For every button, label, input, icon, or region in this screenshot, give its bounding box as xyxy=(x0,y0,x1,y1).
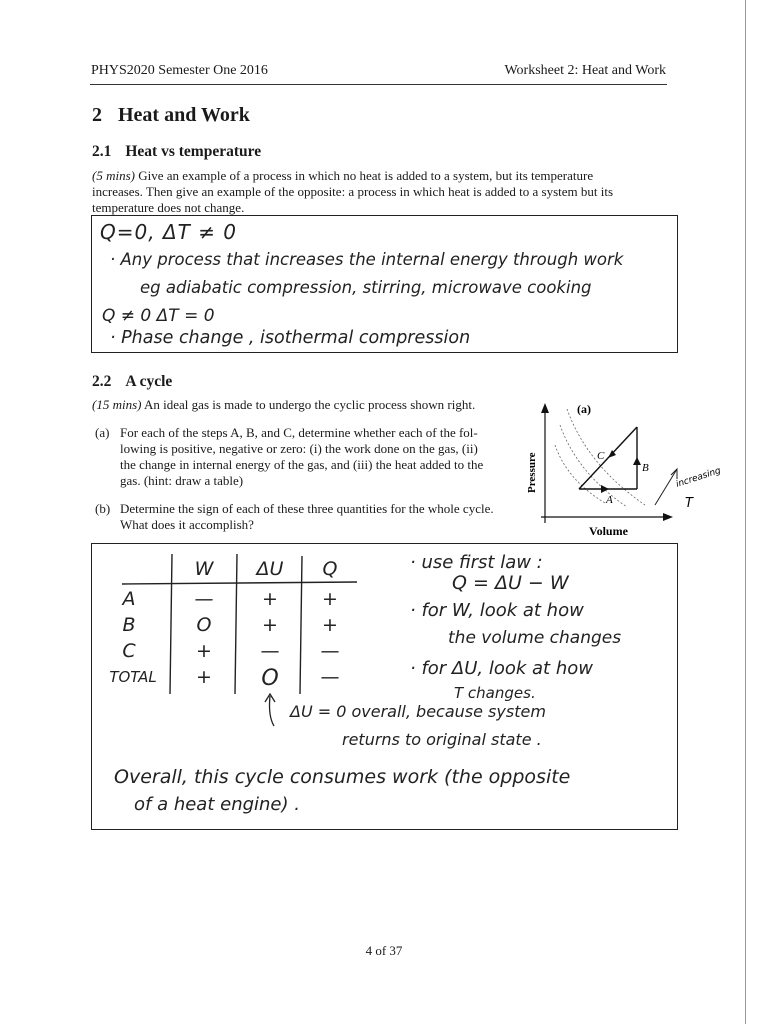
section-heading xyxy=(92,104,250,127)
answer1-line2: · Any process that increases the internal energy through work xyxy=(110,250,624,269)
q2-time: (15 mins) xyxy=(92,397,142,412)
table-a-w: — xyxy=(194,588,214,610)
increasing-note-t: T xyxy=(685,496,693,511)
answer1-line1: Q=0, ΔT ≠ 0 xyxy=(100,220,238,244)
header-divider xyxy=(90,84,667,85)
table-row-label-a: A xyxy=(122,588,136,610)
note-first-law-eq: Q = ΔU − W xyxy=(452,572,569,594)
question-b-line2: What does it accomplish? xyxy=(120,517,254,532)
table-row-label-total: TOTAL xyxy=(109,668,157,686)
header-course: PHYS2020 Semester One 2016 xyxy=(91,63,268,78)
question-b xyxy=(95,501,525,533)
increasing-note: increasing xyxy=(674,465,723,490)
diagram-ylabel: Pressure xyxy=(526,452,538,493)
page-edge-line xyxy=(745,0,746,1024)
table-vline-2 xyxy=(235,554,237,694)
table-total-du: O xyxy=(261,666,279,691)
diagram-xlabel: Volume xyxy=(589,524,628,538)
header-worksheet: Worksheet 2: Heat and Work xyxy=(504,63,666,78)
subsection-2-1-number: 2.1 xyxy=(92,143,112,160)
q1-line1: Give an example of a process in which no heat is added to a system, but its temperature xyxy=(138,168,594,183)
question-a-line4: gas. (hint: draw a table) xyxy=(120,473,244,488)
answer1-line4: Q ≠ 0 ΔT = 0 xyxy=(102,306,215,326)
increasing-t-arrow xyxy=(655,469,677,505)
q2-intro: An ideal gas is made to undergo the cyclic process shown right. xyxy=(144,397,476,412)
table-total-q: — xyxy=(320,666,340,688)
answer1-line3: eg adiabatic compression, stirring, microwave cooking xyxy=(140,278,592,297)
du-zero-arrow xyxy=(260,690,290,730)
pressure-axis-arrow xyxy=(541,403,549,413)
question-b-line1: Determine the sign of each of these three quantities for the whole cycle. xyxy=(120,501,494,516)
table-total-w: + xyxy=(196,666,212,688)
question-a-label: (a) xyxy=(95,425,110,440)
table-c-du: — xyxy=(260,640,280,662)
diagram-tag: (a) xyxy=(577,402,591,416)
table-a-du: + xyxy=(262,588,278,610)
question-a-line2: lowing is positive, negative or zero: (i) the work done on the gas, (ii) xyxy=(120,441,478,456)
table-c-w: + xyxy=(196,640,212,662)
section-title: Heat and Work xyxy=(118,104,250,126)
subsection-2-2-number: 2.2 xyxy=(92,373,112,390)
note-du: · for ΔU, look at how xyxy=(410,658,593,679)
table-row-label-c: C xyxy=(122,640,136,662)
note-first-law: · use first law : xyxy=(410,552,543,573)
table-b-w: O xyxy=(196,614,212,636)
label-c: C xyxy=(597,450,605,462)
subsection-2-2-heading xyxy=(92,373,172,391)
answer1-line5: · Phase change , isothermal compression xyxy=(110,328,471,348)
q1-line3: temperature does not change. xyxy=(92,200,245,215)
table-row-label-b: B xyxy=(122,614,136,636)
note-work-2: the volume changes xyxy=(448,628,622,648)
step-b-arrow xyxy=(633,457,641,465)
subsection-2-2-intro xyxy=(92,397,532,413)
volume-axis-arrow xyxy=(663,513,673,521)
table-c-q: — xyxy=(320,640,340,662)
pv-diagram xyxy=(505,395,723,540)
note-du-zero: ΔU = 0 overall, because system xyxy=(290,702,546,721)
subsection-2-1-question xyxy=(92,168,672,216)
step-a-arrow xyxy=(601,485,609,493)
answer-box-1 xyxy=(91,215,678,353)
q1-line2: increases. Then give an example of the opposite: a process in which heat is added to a system but its xyxy=(92,184,614,199)
table-b-q: + xyxy=(322,614,338,636)
question-a xyxy=(95,425,525,489)
label-b: B xyxy=(642,462,649,474)
question-b-label: (b) xyxy=(95,501,111,516)
table-header-w: W xyxy=(194,558,214,580)
question-a-line1: For each of the steps A, B, and C, determine whether each of the fol- xyxy=(120,425,478,440)
page-number: 4 of 37 xyxy=(365,943,403,958)
q1-time: (5 mins) xyxy=(92,168,135,183)
note-du-2: T changes. xyxy=(454,684,536,702)
label-a: A xyxy=(606,494,613,506)
section-number: 2 xyxy=(92,104,102,126)
question-a-line3: the change in internal energy of the gas, and (iii) the heat added to the xyxy=(120,457,484,472)
subsection-2-1-title: Heat vs temperature xyxy=(125,143,262,160)
isotherm-curve-2 xyxy=(560,425,627,507)
table-b-du: + xyxy=(262,614,278,636)
table-header-du: ΔU xyxy=(256,558,284,580)
note-du-zero-2: returns to original state . xyxy=(342,730,542,749)
answer-box-2 xyxy=(91,543,678,830)
note-work: · for W, look at how xyxy=(410,600,584,621)
subsection-2-2-title: A cycle xyxy=(125,373,173,390)
summary-line1: Overall, this cycle consumes work (the opposite xyxy=(114,766,571,788)
subsection-2-1-heading xyxy=(92,143,261,161)
table-hline xyxy=(122,582,357,584)
table-header-q: Q xyxy=(322,558,338,580)
table-a-q: + xyxy=(322,588,338,610)
table-vline-1 xyxy=(170,554,172,694)
summary-line2: of a heat engine) . xyxy=(134,794,300,815)
table-vline-3 xyxy=(300,556,302,694)
